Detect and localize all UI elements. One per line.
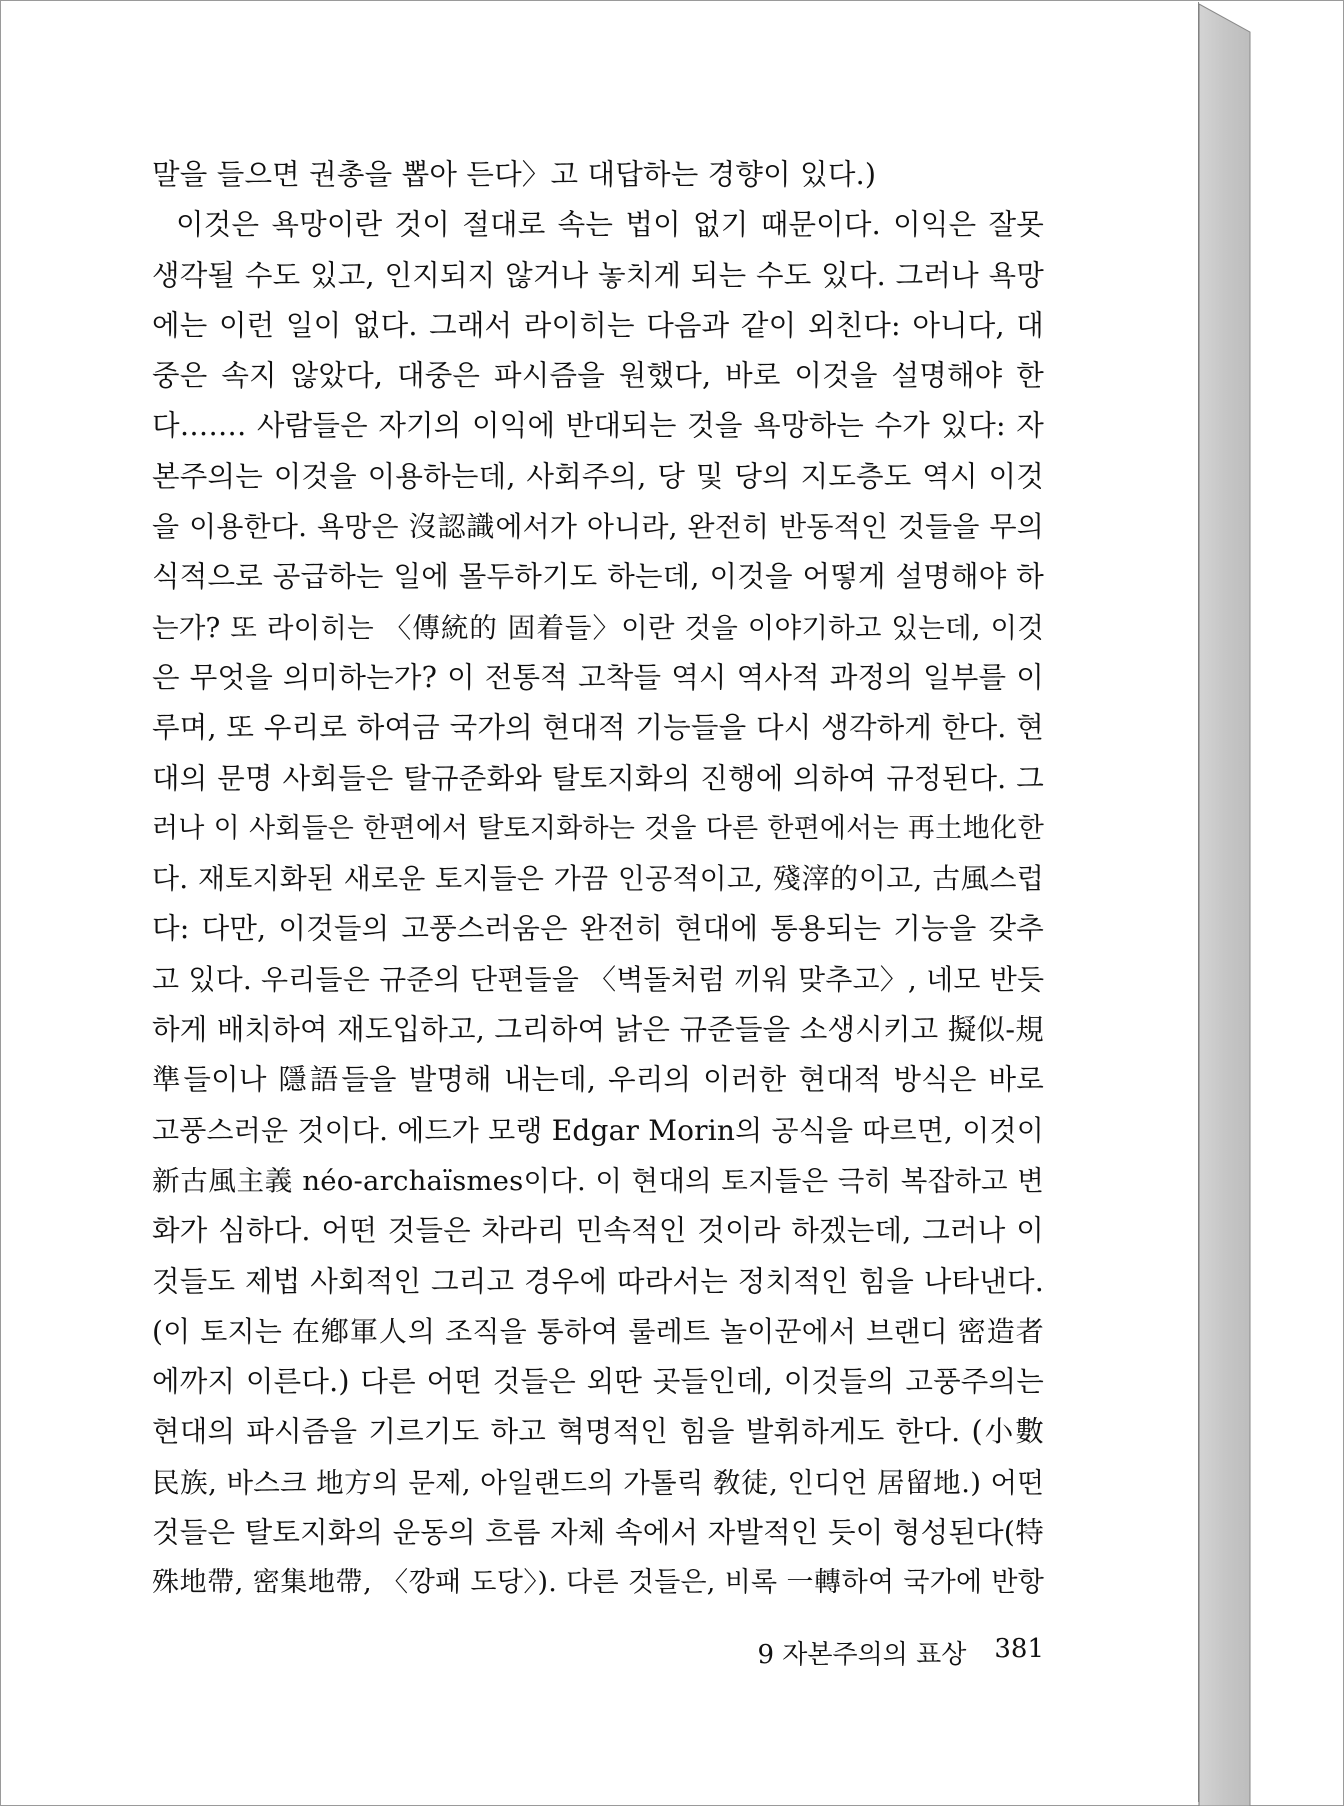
- text-line: 러나 이 사회들은 한편에서 탈토지화하는 것을 다른 한편에서는 再土地化한: [152, 812, 1044, 844]
- text-line: 民族, 바스크 地方의 문제, 아일랜드의 가톨릭 敎徒, 인디언 居留地.) 어떤: [152, 1466, 1044, 1499]
- text-line: 본주의는 이것을 이용하는데, 사회주의, 당 및 당의 지도층도 역시 이것: [152, 459, 1044, 493]
- text-line: 殊地帶, 密集地帶, 〈깡패 도당〉). 다른 것들은, 비록 一轉하여 국가에 반항: [152, 1567, 1044, 1599]
- running-chapter-title: 9 자본주의의 표상: [757, 1640, 967, 1670]
- text-line: 에까지 이른다.) 다른 어떤 것들은 외딴 곳들인데, 이것들의 고풍주의는: [152, 1365, 1044, 1399]
- text-line: 생각될 수도 있고, 인지되지 않거나 놓치게 되는 수도 있다. 그러나 욕망: [152, 258, 1044, 292]
- text-line: 대의 문명 사회들은 탈규준화와 탈토지화의 진행에 의하여 규정된다. 그: [152, 761, 1044, 795]
- text-line: 新古風主義 néo-archaïsmes이다. 이 현대의 토지들은 극히 복잡하고 변: [152, 1164, 1044, 1197]
- page-number: 381: [994, 1634, 1044, 1664]
- text-line: 은 무엇을 의미하는가? 이 전통적 고착들 역시 역사적 과정의 일부를 이: [152, 660, 1044, 694]
- text-line: 고 있다. 우리들은 규준의 단편들을 〈벽돌처럼 끼워 맞추고〉, 네모 반듯: [152, 962, 1045, 996]
- text-line: (이 토지는 在鄕軍人의 조직을 통하여 룰레트 놀이꾼에서 브랜디 密造者: [152, 1314, 1044, 1348]
- text-line: 이것은 욕망이란 것이 절대로 속는 법이 없기 때문이다. 이익은 잘못: [176, 208, 1044, 242]
- text-line: 것들도 제법 사회적인 그리고 경우에 따라서는 정치적인 힘을 나타낸다.: [152, 1264, 1044, 1298]
- text-line: 을 이용한다. 욕망은 沒認識에서가 아니라, 완전히 반동적인 것들을 무의: [152, 510, 1044, 544]
- text-line: 다……. 사람들은 자기의 이익에 반대되는 것을 욕망하는 수가 있다: 자: [152, 409, 1044, 443]
- text-line: 루며, 또 우리로 하여금 국가의 현대적 기능들을 다시 생각하게 한다. 현: [152, 711, 1044, 745]
- body-text: [152, 150, 1044, 1609]
- text-line: 것들은 탈토지화의 운동의 흐름 자체 속에서 자발적인 듯이 형성된다(特: [152, 1516, 1044, 1550]
- text-line: 에는 이런 일이 없다. 그래서 라이히는 다음과 같이 외친다: 아니다, 대: [152, 308, 1044, 342]
- text-line: 식적으로 공급하는 일에 몰두하기도 하는데, 이것을 어떻게 설명해야 하: [152, 560, 1044, 594]
- text-line: 다. 재토지화된 새로운 토지들은 가끔 인공적이고, 殘滓的이고, 古風스럽: [152, 862, 1044, 896]
- text-line: 화가 심하다. 어떤 것들은 차라리 민속적인 것이라 하겠는데, 그러나 이: [152, 1214, 1044, 1248]
- text-line: 말을 들으면 권총을 뽑아 든다〉고 대답하는 경향이 있다.): [152, 158, 877, 191]
- text-line: 고풍스러운 것이다. 에드가 모랭 Edgar Morin의 공식을 따르면, 이것이: [152, 1113, 1044, 1147]
- text-line: 다: 다만, 이것들의 고풍스러움은 완전히 현대에 통용되는 기능을 갖추: [152, 912, 1044, 946]
- text-line: 중은 속지 않았다, 대중은 파시즘을 원했다, 바로 이것을 설명해야 한: [152, 359, 1044, 393]
- text-line: 는가? 또 라이히는 〈傳統的 固着들〉이란 것을 이야기하고 있는데, 이것: [152, 611, 1044, 644]
- page-footer: [757, 1634, 1044, 1671]
- text-line: 하게 배치하여 재도입하고, 그리하여 낡은 규준들을 소생시키고 擬似-規: [152, 1013, 1044, 1047]
- text-line: 현대의 파시즘을 기르기도 하고 혁명적인 힘을 발휘하게도 한다. (小數: [152, 1415, 1044, 1449]
- text-line: 準들이나 隱語들을 발명해 내는데, 우리의 이러한 현대적 방식은 바로: [152, 1063, 1044, 1097]
